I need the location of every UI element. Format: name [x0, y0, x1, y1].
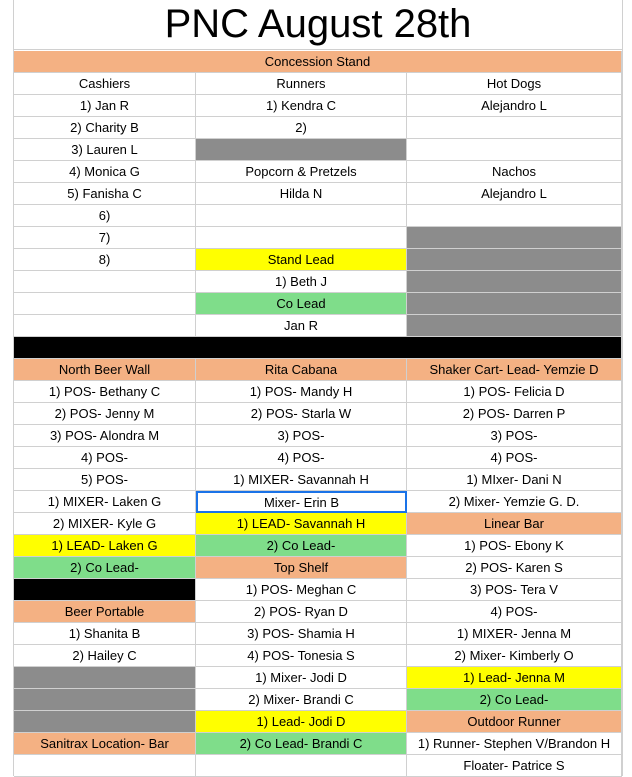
table-cell[interactable]: Hot Dogs	[407, 73, 622, 95]
table-cell[interactable]: 5) Fanisha C	[14, 183, 196, 205]
table-cell[interactable]: 2)	[196, 117, 407, 139]
table-cell[interactable]: Outdoor Runner	[407, 711, 622, 733]
table-cell[interactable]: 4) POS-	[407, 447, 622, 469]
table-cell[interactable]: 1) POS- Meghan C	[196, 579, 407, 601]
table-cell[interactable]: 4) Monica G	[14, 161, 196, 183]
table-cell[interactable]	[14, 579, 196, 601]
table-cell[interactable]: 3) Lauren L	[14, 139, 196, 161]
table-cell[interactable]: North Beer Wall	[14, 359, 196, 381]
table-cell[interactable]: Popcorn & Pretzels	[196, 161, 407, 183]
table-cell[interactable]	[196, 227, 407, 249]
table-cell[interactable]	[196, 755, 407, 777]
table-cell[interactable]: 2) MIXER- Kyle G	[14, 513, 196, 535]
table-cell[interactable]: 2) Mixer- Yemzie G. D.	[407, 491, 622, 513]
table-cell[interactable]: 3) POS-	[407, 425, 622, 447]
section-header[interactable]: Concession Stand	[14, 51, 622, 73]
table-cell[interactable]: Rita Cabana	[196, 359, 407, 381]
table-cell[interactable]: 1) LEAD- Laken G	[14, 535, 196, 557]
table-cell[interactable]: 3) POS- Tera V	[407, 579, 622, 601]
table-cell[interactable]: 1) MIXER- Savannah H	[196, 469, 407, 491]
table-cell[interactable]: 2) POS- Ryan D	[196, 601, 407, 623]
table-cell[interactable]: 6)	[14, 205, 196, 227]
table-cell[interactable]: 1) Lead- Jenna M	[407, 667, 622, 689]
table-cell[interactable]: Alejandro L	[407, 183, 622, 205]
table-cell[interactable]: 1) MIxer- Dani N	[407, 469, 622, 491]
table-cell[interactable]: 1) POS- Felicia D	[407, 381, 622, 403]
row-header-gutter	[0, 0, 14, 776]
table-cell[interactable]: Runners	[196, 73, 407, 95]
table-cell[interactable]: Hilda N	[196, 183, 407, 205]
table-cell[interactable]: 2) POS- Jenny M	[14, 403, 196, 425]
table-cell[interactable]	[407, 205, 622, 227]
table-cell[interactable]	[407, 139, 622, 161]
table-cell[interactable]: 1) Runner- Stephen V/Brandon H	[407, 733, 622, 755]
table-cell[interactable]: Sanitrax Location- Bar	[14, 733, 196, 755]
table-cell[interactable]: 1) Lead- Jodi D	[196, 711, 407, 733]
table-cell[interactable]: 2) Charity B	[14, 117, 196, 139]
table-cell[interactable]: 4) POS-	[14, 447, 196, 469]
table-cell[interactable]	[407, 249, 622, 271]
table-cell[interactable]	[14, 667, 196, 689]
selected-cell[interactable]: Mixer- Erin B	[196, 491, 407, 513]
table-cell[interactable]	[14, 689, 196, 711]
sheet-title[interactable]: PNC August 28th	[14, 0, 622, 50]
table-cell[interactable]: 2) Hailey C	[14, 645, 196, 667]
table-cell[interactable]: 1) POS- Mandy H	[196, 381, 407, 403]
section-separator[interactable]	[14, 337, 622, 359]
right-gutter	[622, 0, 632, 776]
table-cell[interactable]	[196, 139, 407, 161]
table-cell[interactable]	[14, 315, 196, 337]
table-cell[interactable]: 2) POS- Karen S	[407, 557, 622, 579]
table-cell[interactable]: 3) POS- Alondra M	[14, 425, 196, 447]
table-cell[interactable]: Nachos	[407, 161, 622, 183]
table-cell[interactable]: 2) Co Lead-	[14, 557, 196, 579]
table-cell[interactable]: 4) POS- Tonesia S	[196, 645, 407, 667]
table-cell[interactable]: Stand Lead	[196, 249, 407, 271]
table-cell[interactable]: 2) POS- Darren P	[407, 403, 622, 425]
table-cell[interactable]: 3) POS-	[196, 425, 407, 447]
table-cell[interactable]: 1) Jan R	[14, 95, 196, 117]
table-cell[interactable]	[14, 271, 196, 293]
table-cell[interactable]: Alejandro L	[407, 95, 622, 117]
table-cell[interactable]: Co Lead	[196, 293, 407, 315]
table-cell[interactable]	[407, 293, 622, 315]
table-cell[interactable]: 1) POS- Bethany C	[14, 381, 196, 403]
table-cell[interactable]: 2) Co Lead-	[196, 535, 407, 557]
table-cell[interactable]: Top Shelf	[196, 557, 407, 579]
table-cell[interactable]: Cashiers	[14, 73, 196, 95]
table-cell[interactable]: 7)	[14, 227, 196, 249]
table-cell[interactable]	[14, 293, 196, 315]
table-cell[interactable]: 2) Mixer- Kimberly O	[407, 645, 622, 667]
table-cell[interactable]: 8)	[14, 249, 196, 271]
table-cell[interactable]: Jan R	[196, 315, 407, 337]
table-cell[interactable]: 1) Shanita B	[14, 623, 196, 645]
table-cell[interactable]: 2) Co Lead-	[407, 689, 622, 711]
table-cell[interactable]	[407, 117, 622, 139]
table-cell[interactable]: 4) POS-	[407, 601, 622, 623]
table-cell[interactable]	[407, 227, 622, 249]
table-cell[interactable]: Linear Bar	[407, 513, 622, 535]
table-cell[interactable]: 1) Mixer- Jodi D	[196, 667, 407, 689]
table-cell[interactable]: 1) LEAD- Savannah H	[196, 513, 407, 535]
table-cell[interactable]	[14, 755, 196, 777]
table-cell[interactable]: Shaker Cart- Lead- Yemzie D	[407, 359, 622, 381]
table-cell[interactable]: 3) POS- Shamia H	[196, 623, 407, 645]
table-cell[interactable]: Beer Portable	[14, 601, 196, 623]
table-cell[interactable]	[14, 711, 196, 733]
table-cell[interactable]: 1) MIXER- Jenna M	[407, 623, 622, 645]
table-cell[interactable]: 2) POS- Starla W	[196, 403, 407, 425]
table-cell[interactable]: 4) POS-	[196, 447, 407, 469]
table-cell[interactable]	[407, 315, 622, 337]
table-cell[interactable]	[196, 205, 407, 227]
table-cell[interactable]: Floater- Patrice S	[407, 755, 622, 777]
table-cell[interactable]: 1) POS- Ebony K	[407, 535, 622, 557]
table-cell[interactable]: 2) Co Lead- Brandi C	[196, 733, 407, 755]
table-cell[interactable]	[407, 271, 622, 293]
table-cell[interactable]: 1) MIXER- Laken G	[14, 491, 196, 513]
table-cell[interactable]: 1) Beth J	[196, 271, 407, 293]
table-cell[interactable]: 1) Kendra C	[196, 95, 407, 117]
table-cell[interactable]: 2) Mixer- Brandi C	[196, 689, 407, 711]
table-cell[interactable]: 5) POS-	[14, 469, 196, 491]
